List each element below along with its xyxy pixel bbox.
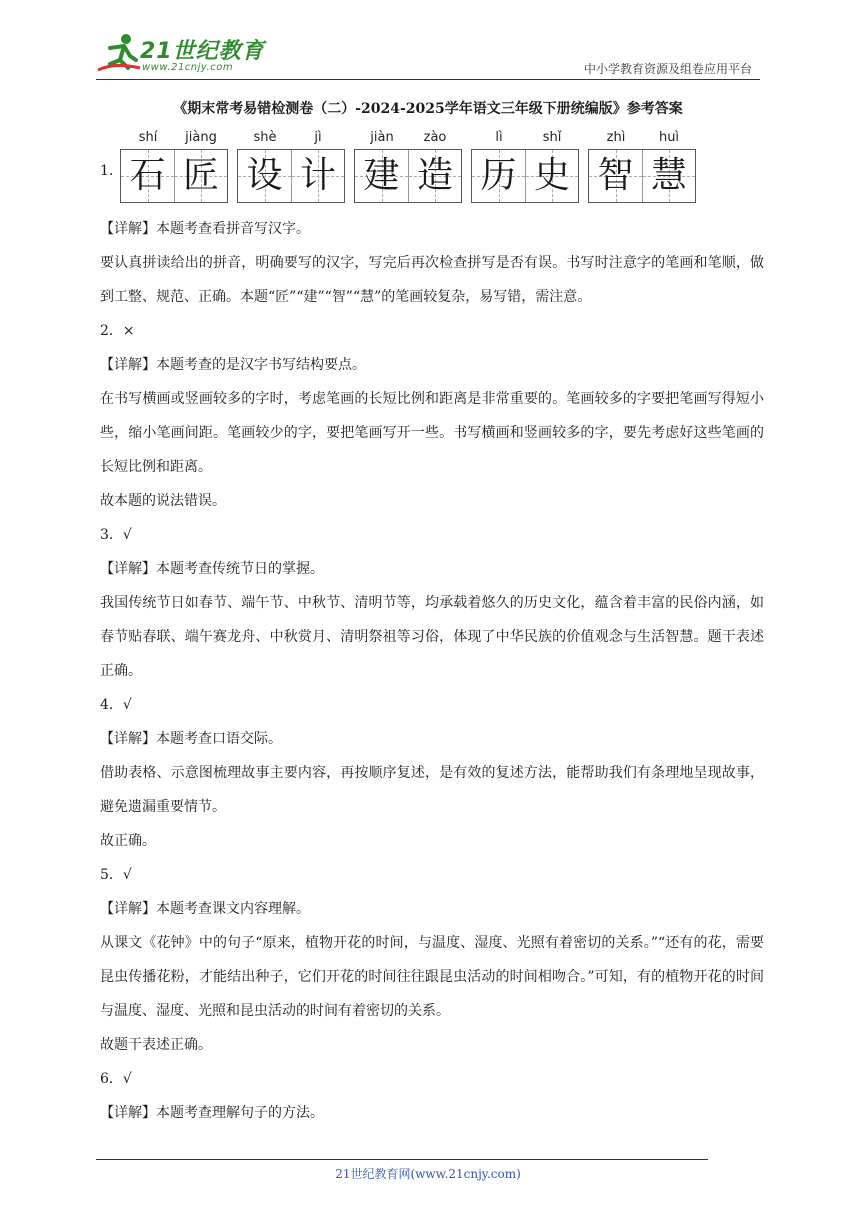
tianzige-cell [472, 150, 525, 202]
tianzige-cell [642, 150, 695, 202]
tianzige-group [588, 149, 696, 203]
pinyin: shí [138, 130, 158, 145]
detail-line: 【详解】本题考查的是汉字书写结构要点。 [100, 357, 366, 373]
explanation: 借助表格、示意图梳理故事主要内容，再按顺序复述，是有效的复述方法，能帮助我们有条理地呈现故事，避免遗漏重要情节。 [100, 765, 764, 815]
pinyin: zhì [606, 130, 626, 145]
pinyin: lì [495, 130, 503, 145]
footer-divider [96, 1159, 708, 1160]
tianzige-cell [408, 150, 461, 202]
platform-name: 中小学教育资源及组卷应用平台 [583, 62, 752, 76]
answer-char: 历 [480, 155, 517, 196]
answer-char: 匠 [182, 155, 219, 196]
answer-char: 计 [299, 155, 336, 196]
logo [96, 32, 296, 78]
explanation: 从课文《花钟》中的句子“原来，植物开花的时间，与温度、湿度、光照有着密切的关系。”“还有的花，需要昆虫传播花粉，才能结出种子，它们开花的时间往往跟昆虫活动的时间相吻合。”可知，有的植物开花的时间与温度、湿度、光照和昆虫活动的时间有着密切的关系。 [100, 935, 764, 1019]
answer-char: 慧 [650, 155, 687, 196]
pinyin: jiàng [185, 130, 217, 145]
pinyin: zào [423, 130, 447, 145]
tianzige-cell [238, 150, 291, 202]
pinyin: huì [658, 130, 680, 145]
runner-logo-icon [96, 32, 142, 76]
pinyin: jiàn [370, 130, 394, 145]
question-answer: 5．√ [100, 867, 132, 883]
tianzige-cell [121, 150, 174, 202]
pinyin: jì [314, 130, 322, 145]
explanation: 要认真拼读给出的拼音，明确要写的汉字，写完后再次检查拼写是否有误。书写时注意字的笔画和笔顺，做到工整、规范、正确。本题“匠”“建”“智”“慧”的笔画较复杂，易写错，需注意。 [100, 255, 764, 305]
answer-char: 造 [416, 155, 453, 196]
answer-char: 石 [129, 155, 166, 196]
pinyin: shǐ [542, 130, 562, 145]
detail-line: 【详解】本题考查看拼音写汉字。 [100, 221, 310, 237]
tianzige-cell [291, 150, 344, 202]
detail-line: 【详解】本题考查传统节日的掌握。 [100, 561, 324, 577]
detail-line: 【详解】本题考查课文内容理解。 [100, 901, 310, 917]
explanation: 在书写横画或竖画较多的字时，考虑笔画的长短比例和距离是非常重要的。笔画较多的字要把笔画写得短小些，缩小笔画间距。笔画较少的字，要把笔画写开一些。书写横画和竖画较多的字，要先考虑好这些笔画的长短比例和距离。 [100, 391, 764, 475]
conclusion: 故题干表述正确。 [100, 1037, 212, 1053]
detail-line: 【详解】本题考查理解句子的方法。 [100, 1105, 324, 1121]
answer-content [100, 212, 764, 1130]
logo-main-text: 21世纪教育 [140, 39, 265, 64]
document-title: 《期末常考易错检测卷（二）-2024-2025学年语文三年级下册统编版》参考答案 [173, 101, 683, 117]
tianzige-cell [355, 150, 408, 202]
explanation: 我国传统节日如春节、端午节、中秋节、清明节等，均承载着悠久的历史文化，蕴含着丰富的民俗内涵，如春节贴春联、端午赛龙舟、中秋赏月、清明祭祖等习俗，体现了中华民族的价值观念与生活智慧。题干表述正确。 [100, 595, 764, 679]
question-1-number: 1． [100, 163, 123, 179]
answer-char: 智 [597, 155, 634, 196]
tianzige-cell [589, 150, 642, 202]
tianzige-group [120, 149, 228, 203]
conclusion: 故本题的说法错误。 [100, 493, 226, 509]
page-header [96, 32, 760, 78]
pinyin: shè [253, 130, 277, 145]
question-answer: 3．√ [100, 527, 132, 543]
conclusion: 故正确。 [100, 833, 156, 849]
tianzige-group [471, 149, 579, 203]
header-divider [96, 79, 760, 80]
tianzige-group [354, 149, 462, 203]
answer-char: 史 [533, 155, 570, 196]
answer-char: 建 [363, 155, 400, 196]
page-footer: 21世纪教育网(www.21cnjy.com) [335, 1167, 521, 1181]
tianzige-cell [525, 150, 578, 202]
answer-char: 设 [246, 155, 283, 196]
logo-url-text: www.21cnjy.com [142, 62, 234, 73]
question-answer: 2．× [100, 323, 135, 339]
tianzige-group [237, 149, 345, 203]
question-answer: 4．√ [100, 697, 132, 713]
question-answer: 6．√ [100, 1071, 132, 1087]
tianzige-cell [174, 150, 227, 202]
detail-line: 【详解】本题考查口语交际。 [100, 731, 282, 747]
